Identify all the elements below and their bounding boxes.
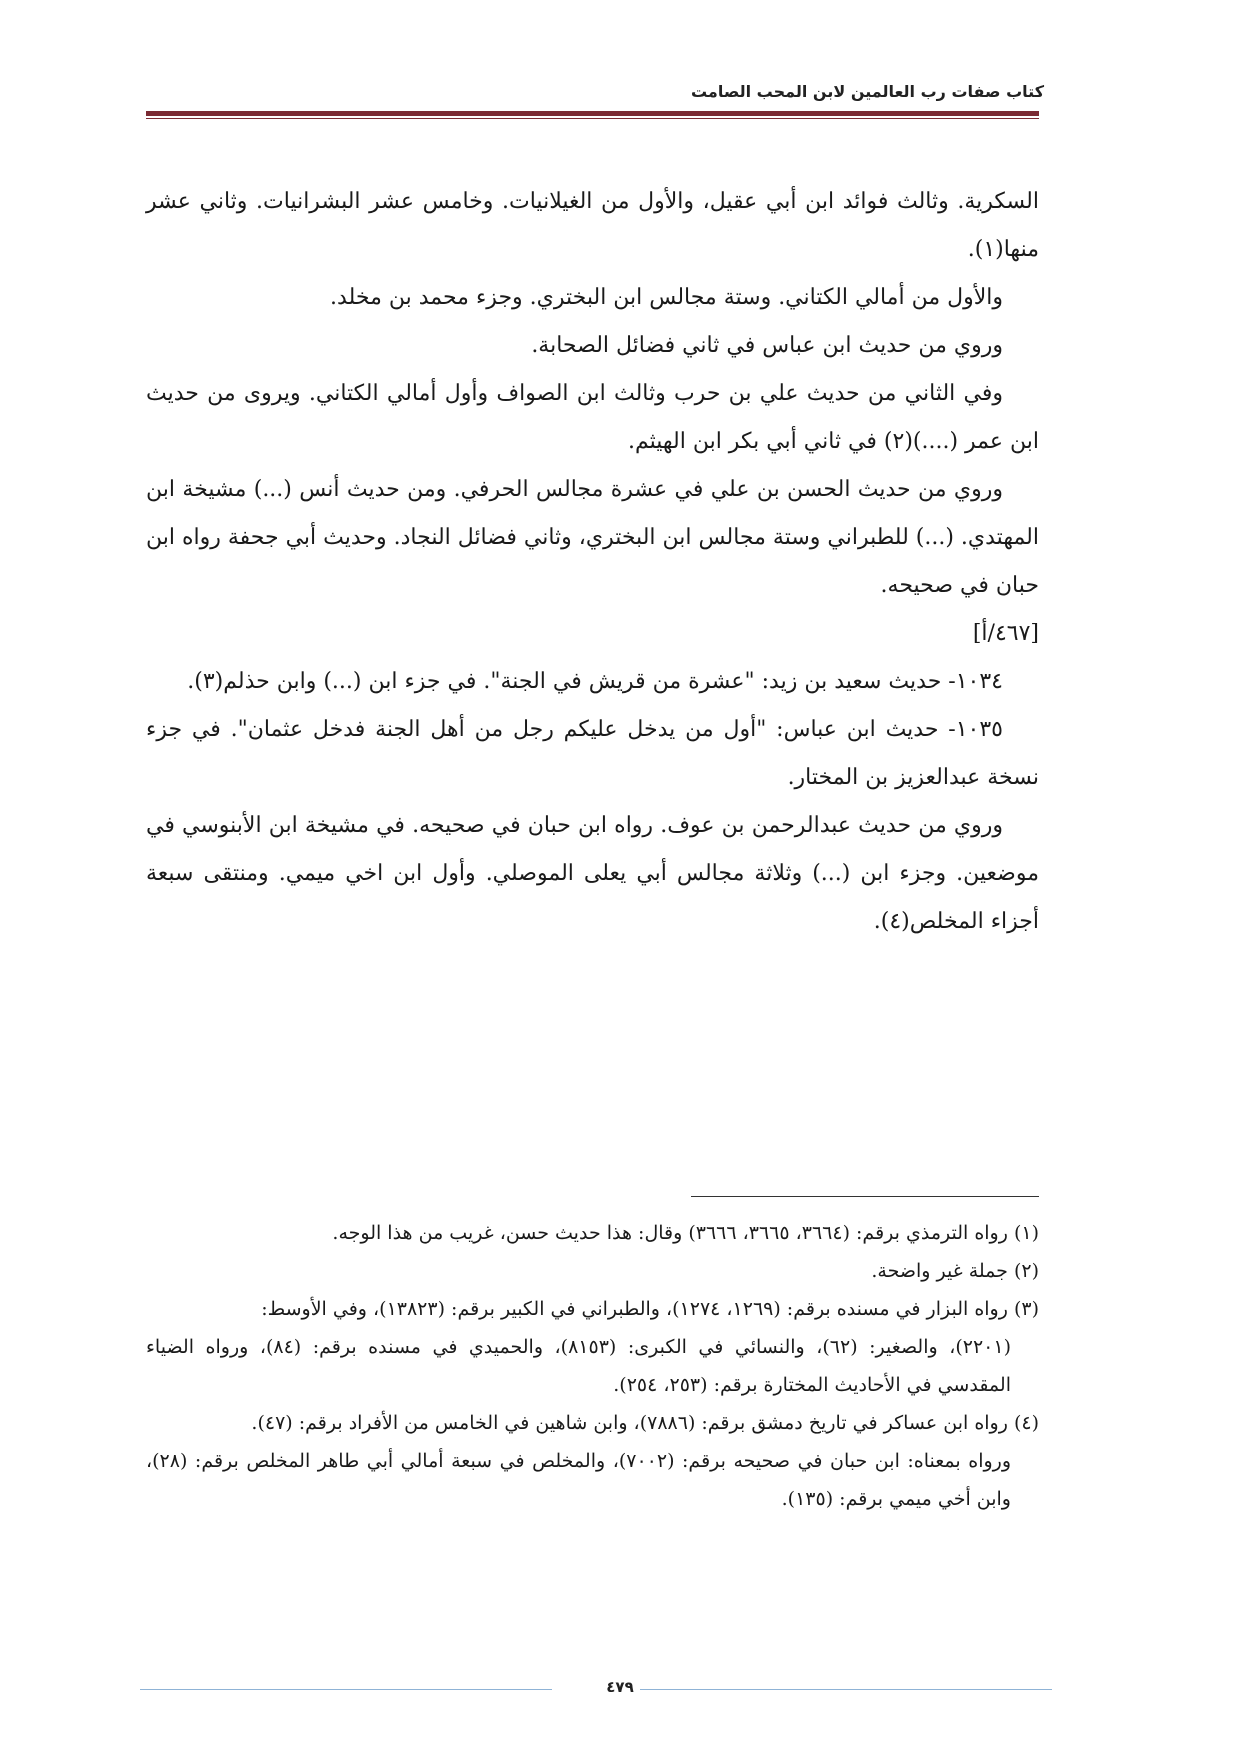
paragraph: السكرية. وثالث فوائد ابن أبي عقيل، والأول من الغيلانيات. وخامس عشر البشرانيات. وثاني عشر منها(١). [146, 189, 1040, 262]
paragraph: وروي من حديث ابن عباس في ثاني فضائل الصحابة. [531, 333, 1003, 358]
paragraph: والأول من أمالي الكتاني. وستة مجالس ابن البختري. وجزء محمد بن مخلد. [330, 285, 1003, 310]
footnote-3: (٣) رواه البزار في مسنده برقم: (١٢٦٩، ١٢٧٤)، والطبراني في الكبير برقم: (١٣٨٢٣)، وفي الأوسط: [261, 1298, 1039, 1320]
footer-line-right [640, 1689, 1052, 1690]
footnote-1: (١) رواه الترمذي برقم: (٣٦٦٤، ٣٦٦٥، ٣٦٦٦) وقال: هذا حديث حسن، غريب من هذا الوجه. [332, 1222, 1039, 1244]
paragraph: وروي من حديث عبدالرحمن بن عوف. رواه ابن حبان في صحيحه. في مشيخة ابن الأبنوسي في موضعين. وجزء ابن (...) وثلاثة مجالس أبي يعلى الموصلي. وأول ابن اخي ميمي. ومنتقى سبعة أجزاء المخلص(٤). [146, 813, 1039, 934]
paragraph: وفي الثاني من حديث علي بن حرب وثالث ابن الصواف وأول أمالي الكتاني. ويروى من حديث ابن عمر (....)(٢) في ثاني أبي بكر ابن الهيثم. [146, 381, 1039, 454]
header-rule-thin [146, 118, 1039, 119]
page-number: ٤٧٩ [606, 1678, 634, 1696]
hadith-entry-1034: ١٠٣٤- حديث سعيد بن زيد: "عشرة من قريش في الجنة". في جزء ابن (...) وابن حذلم(٣). [187, 669, 1003, 694]
header-rule [146, 111, 1039, 116]
hadith-entry-1035: ١٠٣٥- حديث ابن عباس: "أول من يدخل عليكم رجل من أهل الجنة فدخل عثمان". في جزء نسخة عبدالعزيز بن المختار. [146, 717, 1039, 790]
footnote-4-continuation: ورواه بمعناه: ابن حبان في صحيحه برقم: (٧٠٠٢)، والمخلص في سبعة أمالي أبي طاهر المخلص برقم: (٢٨)، وابن أخي ميمي برقم: (١٣٥). [146, 1450, 1011, 1510]
folio-text: [٤٦٧/أ] [972, 621, 1039, 646]
footnote-3-continuation: (٢٢٠١)، والصغير: (٦٢)، والنسائي في الكبرى: (٨١٥٣)، والحميدي في مسنده برقم: (٨٤)، ورواه الضياء المقدسي في الأحاديث المختارة برقم: (٢٥٣، ٢٥٤). [146, 1336, 1011, 1396]
footnote-2: (٢) جملة غير واضحة. [871, 1260, 1039, 1282]
manuscript-folio-marker [146, 610, 1039, 658]
paragraph: وروي من حديث الحسن بن علي في عشرة مجالس الحرفي. ومن حديث أنس (...) مشيخة ابن المهتدي. (...) للطبراني وستة مجالس ابن البختري، وثاني فضائل النجاد. وحديث أبي جحفة رواه ابن حبان في صحيحه. [146, 477, 1039, 598]
running-header-title: كتاب صفات رب العالمين لابن المحب الصامت [690, 82, 1044, 101]
main-text [146, 178, 1039, 946]
footnote-4: (٤) رواه ابن عساكر في تاريخ دمشق برقم: (٧٨٨٦)، وابن شاهين في الخامس من الأفراد برقم: (٤٧). [251, 1412, 1039, 1434]
footnote-separator [691, 1196, 1039, 1197]
footnotes [146, 1214, 1039, 1518]
